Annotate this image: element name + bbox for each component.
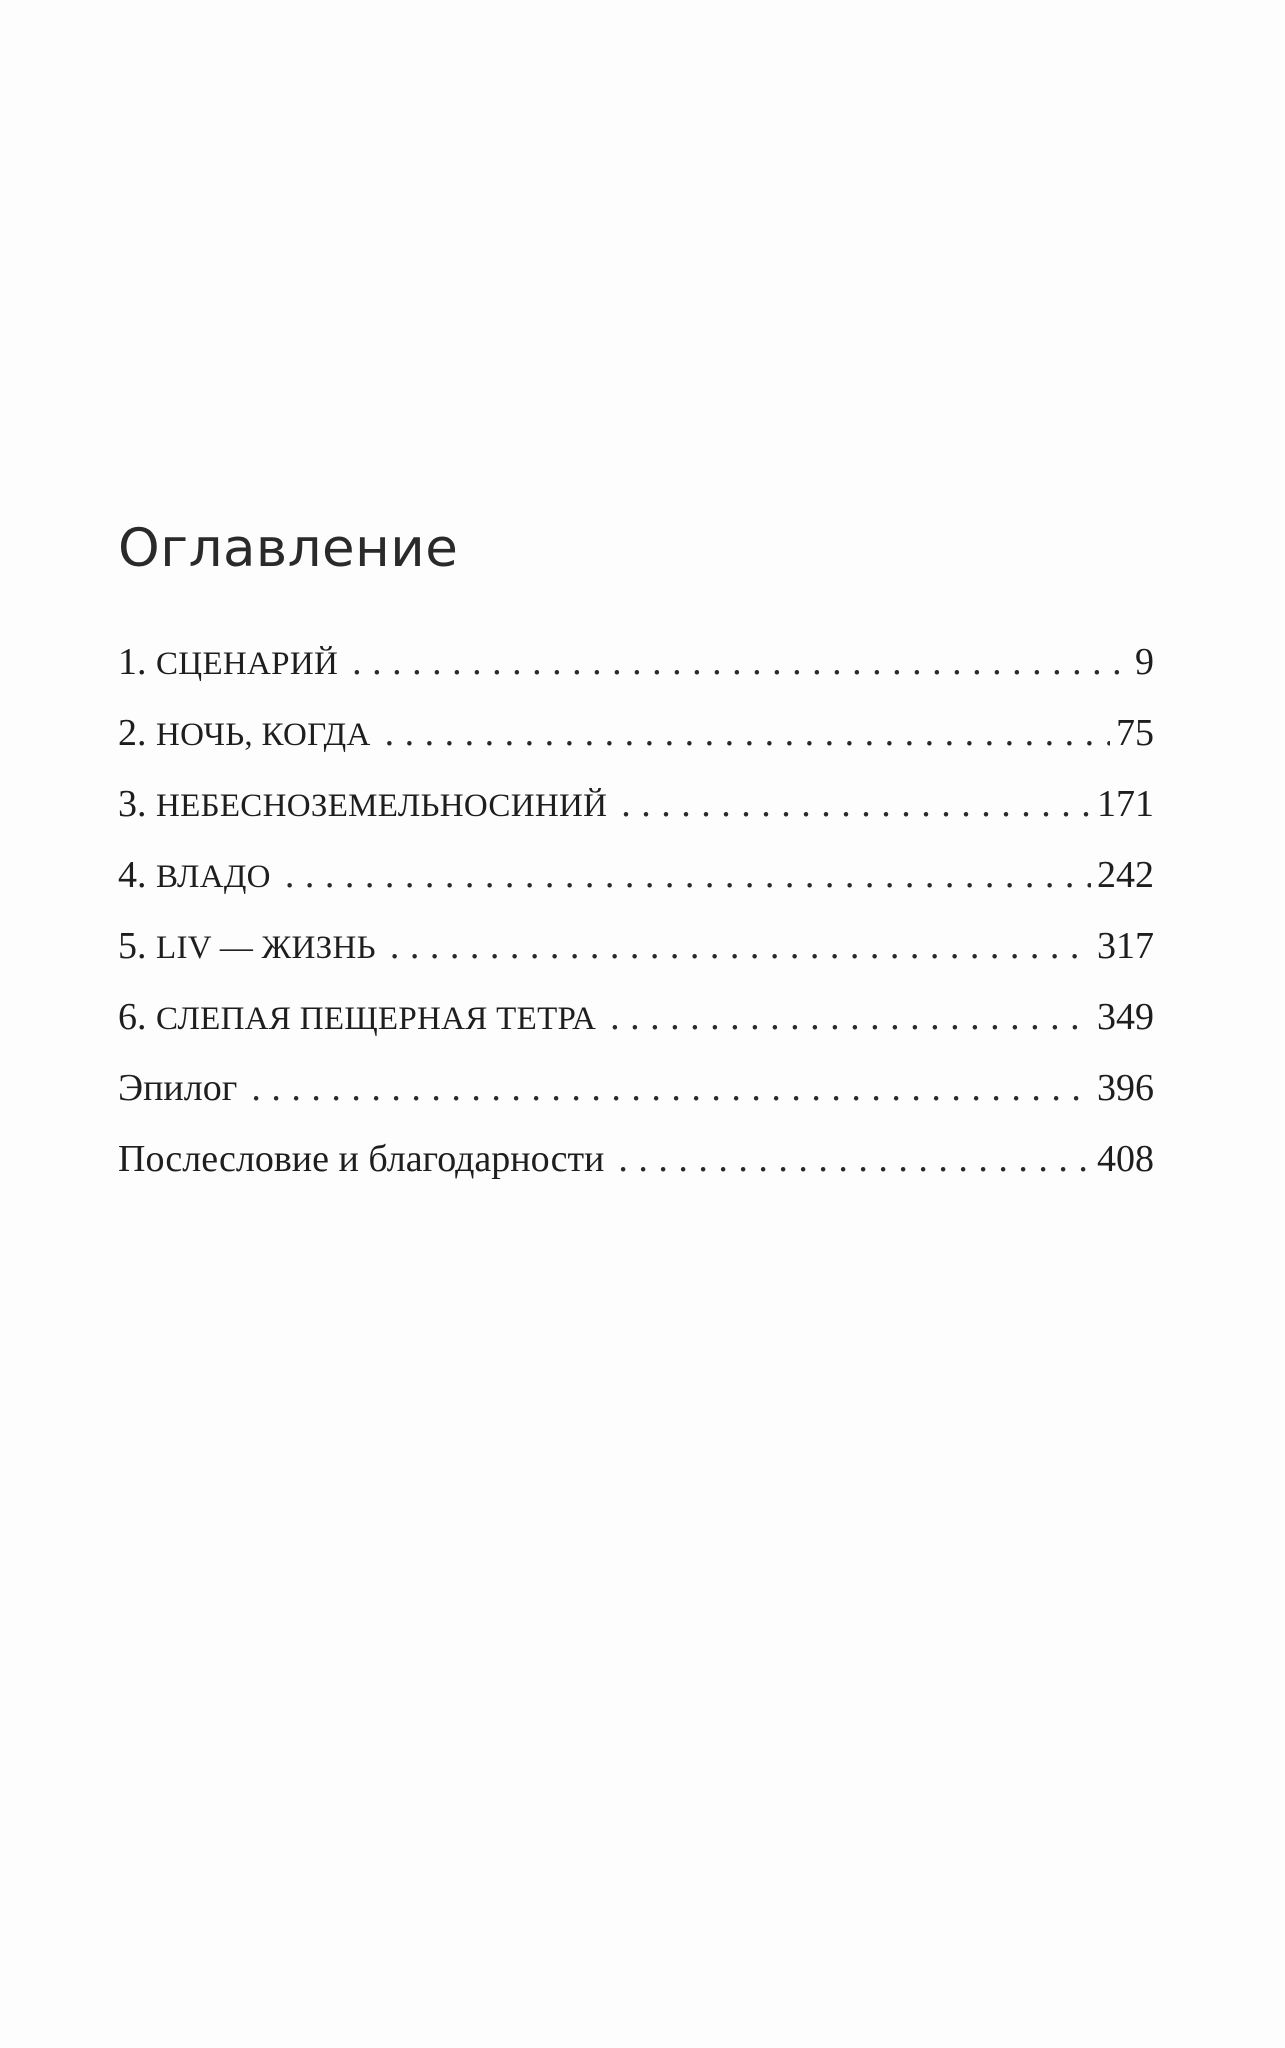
toc-entry-6 — [118, 995, 1154, 1066]
toc-entry-number: 5. — [118, 925, 147, 967]
dot-leader — [610, 995, 1091, 1039]
toc-entry-epilogue — [118, 1066, 1154, 1137]
dot-leader — [621, 782, 1091, 826]
toc-entry-4 — [118, 853, 1154, 924]
dot-leader — [251, 1066, 1091, 1110]
toc-entry-afterword — [118, 1137, 1154, 1208]
dot-leader — [285, 853, 1091, 897]
toc-entry-title: СЛЕПАЯ ПЕЩЕРНАЯ ТЕТРА — [156, 1001, 597, 1037]
toc-entry-label — [118, 640, 338, 684]
toc-entry-title: СЦЕНАРИЙ — [156, 646, 339, 682]
toc-entry-label — [118, 782, 607, 826]
table-of-contents — [118, 640, 1154, 1208]
toc-entry-number: 6. — [118, 996, 147, 1038]
toc-entry-label — [118, 995, 596, 1039]
toc-entry-page: 317 — [1097, 925, 1154, 967]
dot-leader — [385, 711, 1110, 755]
toc-entry-number: 2. — [118, 712, 147, 754]
toc-entry-title: Послесловие и благодарности — [118, 1138, 605, 1180]
toc-entry-number: 1. — [118, 641, 147, 683]
toc-entry-label — [118, 924, 376, 968]
dot-leader — [390, 924, 1091, 968]
dot-leader — [352, 640, 1129, 684]
toc-entry-title: LIV — ЖИЗНЬ — [156, 930, 376, 966]
toc-entry-title: Эпилог — [118, 1067, 238, 1109]
toc-entry-page: 242 — [1097, 854, 1154, 896]
toc-entry-page: 408 — [1097, 1138, 1154, 1180]
toc-entry-page: 9 — [1135, 641, 1154, 683]
toc-entry-number: 3. — [118, 783, 147, 825]
toc-entry-1 — [118, 640, 1154, 711]
toc-entry-page: 171 — [1097, 783, 1154, 825]
toc-entry-title: ВЛАДО — [156, 859, 271, 895]
toc-entry-title: НОЧЬ, КОГДА — [156, 717, 371, 753]
toc-entry-label — [118, 853, 271, 897]
toc-entry-page: 349 — [1097, 996, 1154, 1038]
toc-entry-page: 396 — [1097, 1067, 1154, 1109]
toc-entry-number: 4. — [118, 854, 147, 896]
toc-entry-page: 75 — [1116, 712, 1154, 754]
toc-entry-title: НЕБЕСНОЗЕМЕЛЬНОСИНИЙ — [156, 788, 608, 824]
toc-entry-3 — [118, 782, 1154, 853]
toc-entry-5 — [118, 924, 1154, 995]
toc-entry-2 — [118, 711, 1154, 782]
toc-entry-label — [118, 711, 371, 755]
page-title: Оглавление — [118, 518, 459, 579]
dot-leader — [618, 1137, 1091, 1181]
